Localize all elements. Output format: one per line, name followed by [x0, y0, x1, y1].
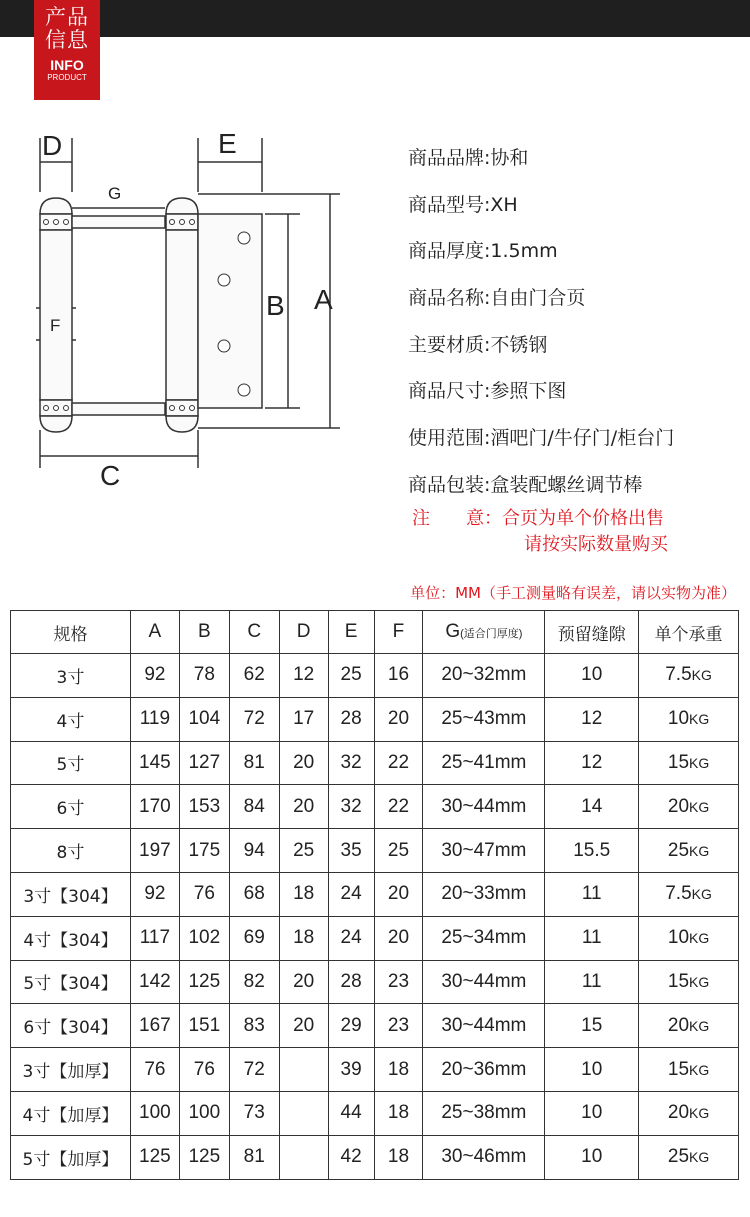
load-unit: KG: [689, 711, 710, 728]
cell-g: 30~44mm: [423, 1004, 545, 1048]
cell-a: 170: [130, 785, 179, 829]
cell-a: 145: [130, 741, 179, 785]
cell-d: 20: [279, 741, 328, 785]
table-row: [11, 1135, 739, 1179]
cell-b: 104: [179, 697, 229, 741]
load-unit: KG: [689, 798, 710, 815]
cell-a: 92: [130, 654, 179, 698]
notice-line1: 合页为单个价格出售: [502, 508, 664, 529]
table-row: [11, 916, 739, 960]
cell-load: [639, 697, 739, 741]
cell-a: 92: [130, 872, 179, 916]
cell-c: 69: [229, 916, 279, 960]
cell-e: 24: [328, 872, 374, 916]
cell-f: 16: [374, 654, 423, 698]
load-unit: KG: [689, 842, 710, 859]
cell-e: 44: [328, 1091, 374, 1135]
dim-label-d: D: [42, 130, 63, 161]
table-row: [11, 697, 739, 741]
cell-f: 20: [374, 916, 423, 960]
cell-b: 76: [179, 1048, 229, 1092]
table-row: [11, 654, 739, 698]
table-row: [11, 960, 739, 1004]
cell-spec: 3寸: [11, 654, 131, 698]
cell-g: 30~47mm: [423, 829, 545, 873]
cell-f: 18: [374, 1091, 423, 1135]
cell-g: 30~44mm: [423, 785, 545, 829]
cell-c: 72: [229, 697, 279, 741]
cell-load: [639, 1004, 739, 1048]
load-unit: KG: [691, 886, 712, 903]
cell-b: 151: [179, 1004, 229, 1048]
cell-e: 28: [328, 697, 374, 741]
cell-d: 18: [279, 872, 328, 916]
table-row: [11, 872, 739, 916]
cell-e: 28: [328, 960, 374, 1004]
dim-label-g: G: [108, 184, 122, 203]
cell-d: 12: [279, 654, 328, 698]
cell-d: 18: [279, 916, 328, 960]
cell-e: 24: [328, 916, 374, 960]
cell-a: 119: [130, 697, 179, 741]
cell-b: 127: [179, 741, 229, 785]
cell-load: [639, 916, 739, 960]
cell-b: 125: [179, 1135, 229, 1179]
table-row: [11, 741, 739, 785]
cell-g: 25~41mm: [423, 741, 545, 785]
cell-g: 30~44mm: [423, 960, 545, 1004]
cell-spec: 5寸【304】: [11, 960, 131, 1004]
table-row: [11, 1048, 739, 1092]
header-spec: 规格: [11, 611, 131, 654]
load-unit: KG: [689, 973, 710, 990]
spec-size: 商品尺寸:参照下图: [408, 380, 567, 403]
cell-gap: 11: [545, 916, 639, 960]
cell-a: 76: [130, 1048, 179, 1092]
cell-gap: 11: [545, 960, 639, 1004]
cell-d: [279, 1048, 328, 1092]
load-value: 25: [667, 839, 690, 861]
cell-f: 18: [374, 1135, 423, 1179]
cell-spec: 8寸: [11, 829, 131, 873]
cell-g: 25~38mm: [423, 1091, 545, 1135]
cell-e: 29: [328, 1004, 374, 1048]
load-unit: KG: [689, 1061, 710, 1078]
cell-g: 25~34mm: [423, 916, 545, 960]
cell-f: 23: [374, 1004, 423, 1048]
spec-packaging: 商品包装:盒装配螺丝调节棒: [408, 473, 643, 496]
cell-b: 175: [179, 829, 229, 873]
spec-name: 商品名称:自由门合页: [408, 287, 586, 310]
load-unit: KG: [689, 754, 710, 771]
cell-g: 25~43mm: [423, 697, 545, 741]
cell-d: 20: [279, 960, 328, 1004]
cell-c: 72: [229, 1048, 279, 1092]
cell-f: 18: [374, 1048, 423, 1092]
cell-a: 100: [130, 1091, 179, 1135]
badge-title-line1: 产品: [45, 5, 89, 29]
cell-g: 20~32mm: [423, 654, 545, 698]
spec-list: [408, 140, 674, 514]
cell-gap: 10: [545, 654, 639, 698]
load-value: 15: [667, 970, 690, 992]
cell-c: 84: [229, 785, 279, 829]
load-value: 10: [667, 708, 690, 730]
cell-gap: 10: [545, 1048, 639, 1092]
cell-load: [639, 741, 739, 785]
load-value: 20: [667, 795, 690, 817]
dim-label-c: C: [100, 460, 121, 491]
cell-load: [639, 829, 739, 873]
header-load: 单个承重: [639, 611, 739, 654]
cell-gap: 15.5: [545, 829, 639, 873]
spec-brand: 商品品牌:协和: [408, 147, 529, 169]
cell-load: [639, 960, 739, 1004]
cell-c: 73: [229, 1091, 279, 1135]
cell-f: 25: [374, 829, 423, 873]
cell-a: 197: [130, 829, 179, 873]
cell-spec: 6寸【304】: [11, 1004, 131, 1048]
spec-model: 商品型号:XH: [408, 193, 518, 216]
cell-spec: 4寸: [11, 697, 131, 741]
header-d: D: [279, 611, 328, 654]
cell-g: 20~33mm: [423, 872, 545, 916]
cell-d: [279, 1091, 328, 1135]
load-unit: KG: [689, 1105, 710, 1122]
cell-e: 35: [328, 829, 374, 873]
header-gap: 预留缝隙: [545, 611, 639, 654]
info-badge: [34, 0, 100, 100]
spec-usage: 使用范围:酒吧门/牛仔门/柜台门: [408, 427, 675, 450]
dim-label-b: B: [266, 290, 285, 321]
cell-spec: 5寸: [11, 741, 131, 785]
table-row: [11, 829, 739, 873]
load-value: 10: [667, 927, 690, 949]
cell-c: 81: [229, 1135, 279, 1179]
cell-e: 39: [328, 1048, 374, 1092]
table-row: [11, 1091, 739, 1135]
cell-b: 100: [179, 1091, 229, 1135]
cell-load: [639, 872, 739, 916]
cell-spec: 5寸【加厚】: [11, 1135, 131, 1179]
cell-e: 32: [328, 785, 374, 829]
cell-spec: 4寸【304】: [11, 916, 131, 960]
cell-c: 68: [229, 872, 279, 916]
dim-label-e: E: [218, 128, 237, 159]
notice-label: 注 意：: [412, 508, 502, 529]
cell-b: 102: [179, 916, 229, 960]
badge-en: INFO: [50, 57, 84, 73]
cell-spec: 3寸【加厚】: [11, 1048, 131, 1092]
cell-gap: 14: [545, 785, 639, 829]
load-unit: KG: [689, 1017, 710, 1034]
load-unit: KG: [689, 930, 710, 947]
cell-g: 30~46mm: [423, 1135, 545, 1179]
cell-load: [639, 1091, 739, 1135]
cell-f: 23: [374, 960, 423, 1004]
cell-b: 78: [179, 654, 229, 698]
badge-title-line2: 信息: [45, 28, 89, 52]
header-a: A: [130, 611, 179, 654]
cell-b: 76: [179, 872, 229, 916]
header-c: C: [229, 611, 279, 654]
top-band: [0, 0, 750, 37]
cell-load: [639, 1048, 739, 1092]
load-value: 7.5: [665, 664, 692, 686]
table-body: [11, 654, 739, 1180]
notice: [412, 506, 668, 558]
cell-gap: 10: [545, 1135, 639, 1179]
cell-a: 142: [130, 960, 179, 1004]
cell-e: 32: [328, 741, 374, 785]
cell-spec: 4寸【加厚】: [11, 1091, 131, 1135]
load-unit: KG: [691, 667, 712, 684]
spec-thickness: 商品厚度:1.5mm: [408, 240, 558, 263]
cell-a: 167: [130, 1004, 179, 1048]
cell-c: 83: [229, 1004, 279, 1048]
cell-g: 20~36mm: [423, 1048, 545, 1092]
header-g-letter: G: [445, 621, 461, 642]
spec-table: [10, 610, 739, 1180]
cell-e: 42: [328, 1135, 374, 1179]
cell-c: 81: [229, 741, 279, 785]
hinge-diagram: [0, 110, 380, 510]
cell-gap: 12: [545, 697, 639, 741]
cell-spec: 6寸: [11, 785, 131, 829]
load-value: 7.5: [665, 883, 692, 905]
table-header-row: [11, 611, 739, 654]
cell-f: 22: [374, 741, 423, 785]
badge-en-sub: PRODUCT: [47, 73, 87, 82]
unit-note: 单位：MM（手工测量略有误差，请以实物为准）: [410, 584, 736, 602]
cell-f: 22: [374, 785, 423, 829]
cell-d: 20: [279, 785, 328, 829]
cell-d: 25: [279, 829, 328, 873]
header-g-note: (适合门厚度): [460, 628, 523, 640]
load-value: 15: [667, 1058, 690, 1080]
cell-f: 20: [374, 872, 423, 916]
cell-b: 125: [179, 960, 229, 1004]
cell-d: [279, 1135, 328, 1179]
cell-c: 94: [229, 829, 279, 873]
cell-load: [639, 1135, 739, 1179]
cell-e: 25: [328, 654, 374, 698]
header-f: F: [374, 611, 423, 654]
header-e: E: [328, 611, 374, 654]
notice-line2: 请按实际数量购买: [524, 534, 668, 555]
cell-a: 117: [130, 916, 179, 960]
cell-load: [639, 654, 739, 698]
spec-material: 主要材质:不锈钢: [408, 333, 548, 356]
load-unit: KG: [689, 1149, 710, 1166]
dim-label-a: A: [314, 284, 333, 315]
cell-gap: 11: [545, 872, 639, 916]
cell-gap: 15: [545, 1004, 639, 1048]
table-row: [11, 785, 739, 829]
cell-b: 153: [179, 785, 229, 829]
cell-spec: 3寸【304】: [11, 872, 131, 916]
load-value: 25: [667, 1146, 690, 1168]
load-value: 20: [667, 1014, 690, 1036]
cell-a: 125: [130, 1135, 179, 1179]
cell-load: [639, 785, 739, 829]
cell-d: 17: [279, 697, 328, 741]
cell-gap: 12: [545, 741, 639, 785]
cell-gap: 10: [545, 1091, 639, 1135]
cell-f: 20: [374, 697, 423, 741]
load-value: 20: [667, 1102, 690, 1124]
header-b: B: [179, 611, 229, 654]
cell-c: 62: [229, 654, 279, 698]
header-g: [423, 611, 545, 654]
load-value: 15: [667, 751, 690, 773]
table-row: [11, 1004, 739, 1048]
dim-label-f: F: [50, 316, 61, 335]
cell-c: 82: [229, 960, 279, 1004]
cell-d: 20: [279, 1004, 328, 1048]
